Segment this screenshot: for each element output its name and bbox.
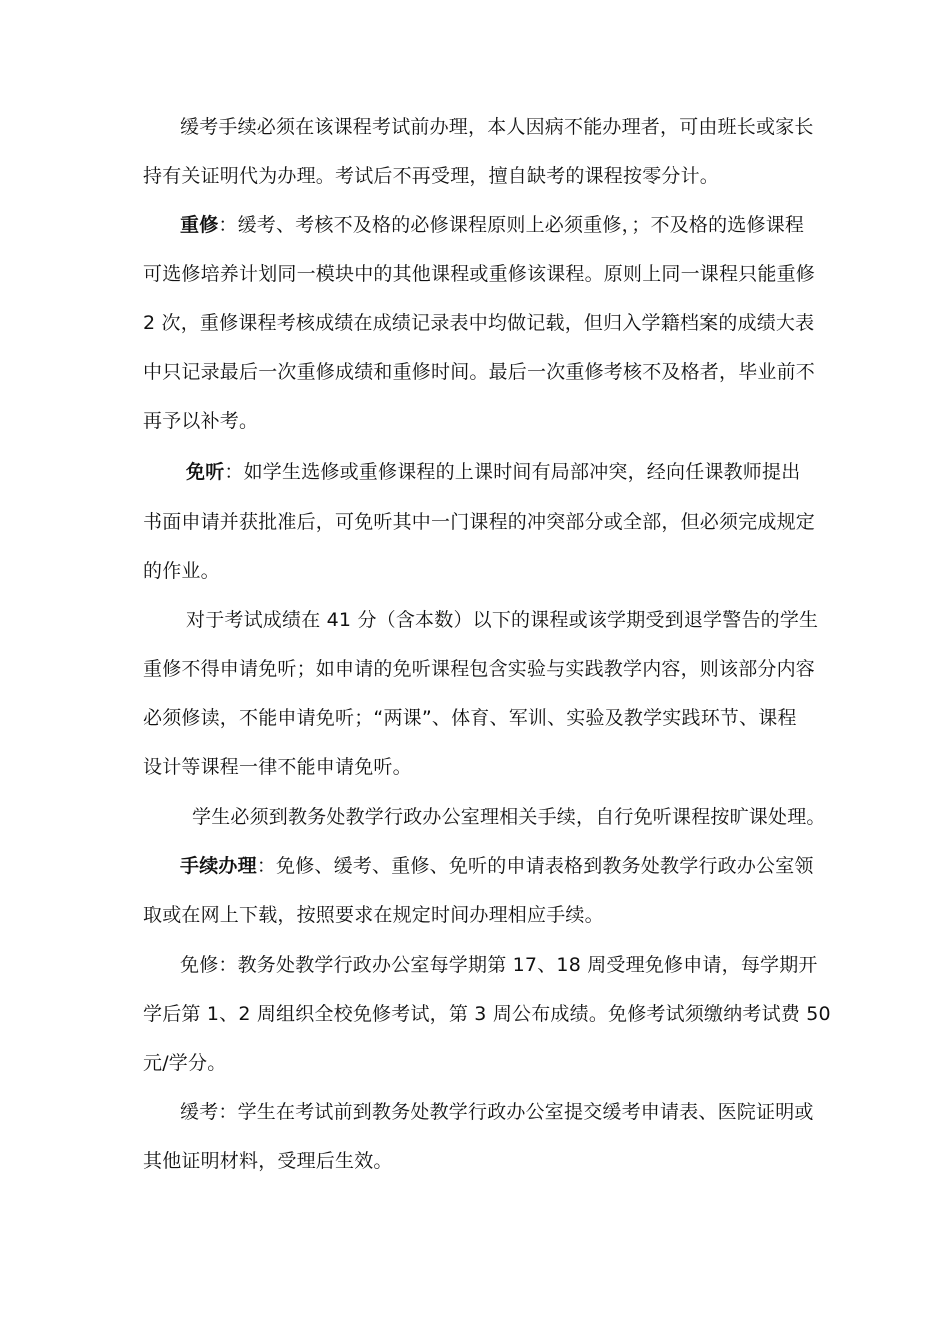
section-heading: 免听 [186,461,225,483]
paragraph-line: 对于考试成绩在 41 分（含本数）以下的课程或该学期受到退学警告的学生 [186,609,819,631]
paragraph-line: 重修不得申请免听；如申请的免听课程包含实验与实践教学内容，则该部分内容 [143,658,816,680]
paragraph-line: 持有关证明代为办理。考试后不再受理，擅自缺考的课程按零分计。 [143,165,720,187]
paragraph-line: 必须修读，不能申请免听；“两课”、体育、军训、实验及教学实践环节、课程 [143,707,797,729]
paragraph-line: 可选修培养计划同一模块中的其他课程或重修该课程。原则上同一课程只能重修 [143,263,816,285]
paragraph-line: 设计等课程一律不能申请免听。 [143,756,412,778]
paragraph-line: 再予以补考。 [143,410,259,432]
paragraph-line: 缓考：学生在考试前到教务处教学行政办公室提交缓考申请表、医院证明或 [180,1101,814,1123]
paragraph-first-line [186,460,800,484]
paragraph-line: 书面申请并获批准后，可免听其中一门课程的冲突部分或全部，但必须完成规定 [143,511,816,533]
paragraph-line: 取或在网上下载，按照要求在规定时间办理相应手续。 [143,904,604,926]
paragraph-text: ：如学生选修或重修课程的上课时间有局部冲突，经向任课教师提出 [224,461,801,483]
paragraph-line: 免修：教务处教学行政办公室每学期第 17、18 周受理免修申请，每学期开 [180,954,818,976]
paragraph-first-line [180,213,804,237]
paragraph-line: 元/学分。 [143,1052,227,1074]
paragraph-line: 学后第 1、2 周组织全校免修考试，第 3 周公布成绩。免修考试须缴纳考试费 50 [143,1003,831,1025]
paragraph-text: ：缓考、考核不及格的必修课程原则上必须重修，；不及格的选修课程 [218,214,805,236]
section-heading: 手续办理 [180,855,257,877]
paragraph-line: 其他证明材料，受理后生效。 [143,1150,393,1172]
paragraph-line: 中只记录最后一次重修成绩和重修时间。最后一次重修考核不及格者，毕业前不 [143,361,816,383]
section-heading: 重修 [180,214,219,236]
paragraph-line: 学生必须到教务处教学行政办公室理相关手续，自行免听课程按旷课处理。 [192,806,826,828]
paragraph-text: ：免修、缓考、重修、免听的申请表格到教务处教学行政办公室领 [256,855,814,877]
paragraph-line: 2 次，重修课程考核成绩在成绩记录表中均做记载，但归入学籍档案的成绩大表 [143,312,815,334]
paragraph-first-line [180,854,814,878]
paragraph-line: 缓考手续必须在该课程考试前办理，本人因病不能办理者，可由班长或家长 [180,116,814,138]
paragraph-line: 的作业。 [143,560,220,582]
